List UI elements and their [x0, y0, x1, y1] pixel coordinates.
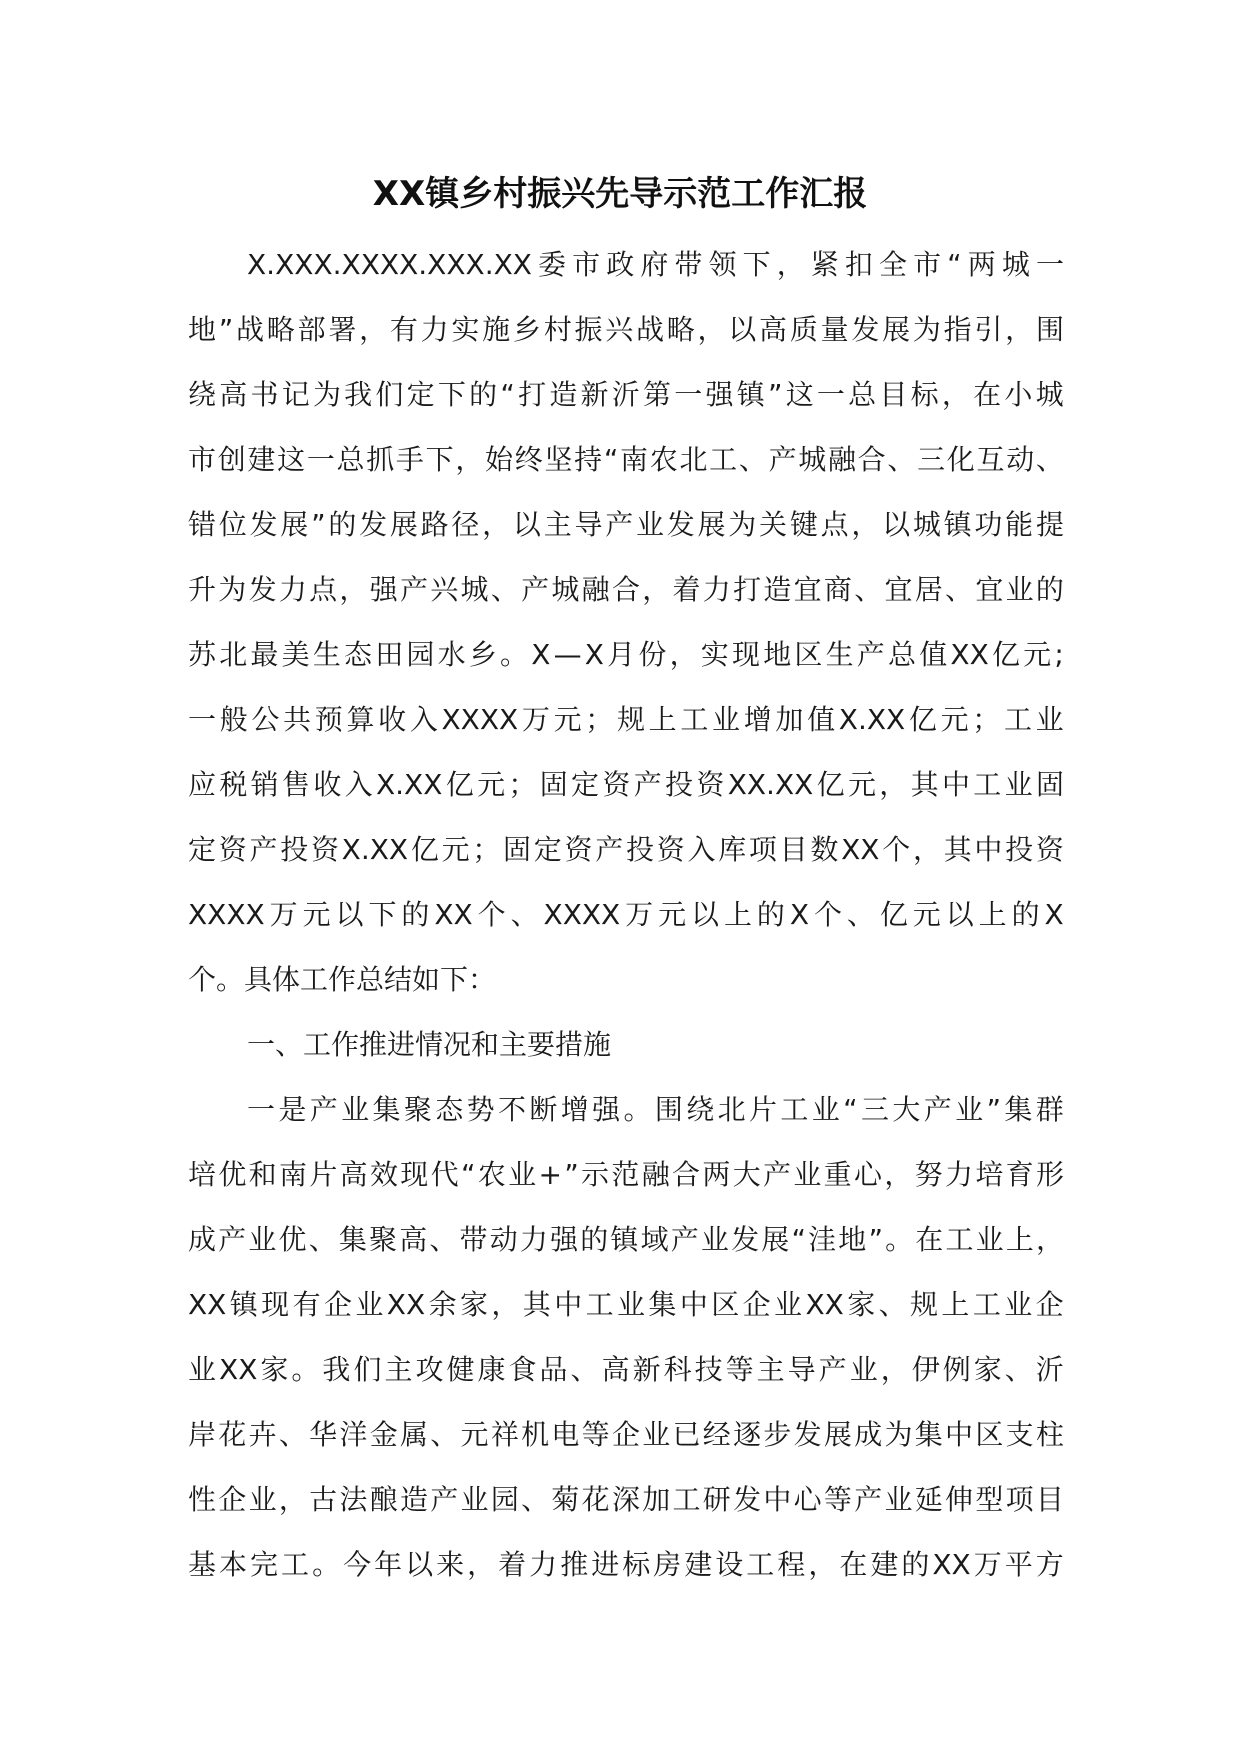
paragraph-line: 地 ” 战 略 部 署 ， 有 力 实 施 乡 村 振 兴 战 略 ， 以 高 质 量 发 展 为 指 引 ， 围 [188, 313, 1064, 346]
paragraph-line: 性 企 业 ， 古 法 酿 造 产 业 园 、 菊 花 深 加 工 研 发 中 心 等 产 业 延 伸 型 项 目 [188, 1483, 1064, 1516]
paragraph-line: 个。具体工作总结如下： [188, 963, 497, 996]
paragraph-line: XXXX 万 元 以 下 的 XX 个 、 XXXX 万 元 以 上 的 X 个 、 亿 元 以 上 的 X [188, 898, 1064, 931]
paragraph-line: 定 资 产 投 资 X.XX 亿 元 ； 固 定 资 产 投 资 入 库 项 目 数 XX 个 ， 其 中 投 资 [188, 833, 1064, 866]
paragraph-line: 升 为 发 力 点 ， 强 产 兴 城 、 产 城 融 合 ， 着 力 打 造 宜 商 、 宜 居 、 宜 业 的 [188, 573, 1064, 606]
document-title: XX镇乡村振兴先导示范工作汇报 [372, 174, 868, 214]
paragraph-line: 基 本 完 工 。 今 年 以 来 ， 着 力 推 进 标 房 建 设 工 程 ， 在 建 的 XX 万 平 方 [188, 1548, 1064, 1581]
paragraph-line: 岸 花 卉 、 华 洋 金 属 、 元 祥 机 电 等 企 业 已 经 逐 步 发 展 成 为 集 中 区 支 柱 [188, 1418, 1064, 1451]
paragraph-line: 培 优 和 南 片 高 效 现 代 “ 农 业 + ” 示 范 融 合 两 大 产 业 重 心 ， 努 力 培 育 形 [188, 1158, 1064, 1191]
paragraph-line: X.XXX.XXXX.XXX.XX 委 市 政 府 带 领 下 ， 紧 扣 全 市 “ 两 城 一 [247, 248, 1064, 281]
paragraph-line: 成 产 业 优 、 集 聚 高 、 带 动 力 强 的 镇 域 产 业 发 展 “ 洼 地 ” 。 在 工 业 上 ， [188, 1223, 1064, 1256]
paragraph-line: 错 位 发 展 ” 的 发 展 路 径 ， 以 主 导 产 业 发 展 为 关 键 点 ， 以 城 镇 功 能 提 [188, 508, 1064, 541]
paragraph-line: 应 税 销 售 收 入 X.XX 亿 元 ； 固 定 资 产 投 资 XX.XX 亿 元 ， 其 中 工 业 固 [188, 768, 1064, 801]
paragraph-line: 业 XX 家 。 我 们 主 攻 健 康 食 品 、 高 新 科 技 等 主 导 产 业 ， 伊 例 家 、 沂 [188, 1353, 1064, 1386]
paragraph-line: 苏 北 最 美 生 态 田 园 水 乡 。 X — X 月 份 ， 实 现 地 区 生 产 总 值 XX 亿 元 ; [188, 638, 1064, 671]
paragraph-line: XX 镇 现 有 企 业 XX 余 家 ， 其 中 工 业 集 中 区 企 业 XX 家 、 规 上 工 业 企 [188, 1288, 1064, 1321]
document-body [188, 232, 1064, 1597]
section-heading: 一、工作推进情况和主要措施 [247, 1028, 612, 1061]
paragraph-line: 一 般 公 共 预 算 收 入 XXXX 万 元 ； 规 上 工 业 增 加 值 X.XX 亿 元 ； 工 业 [188, 703, 1064, 736]
paragraph-line: 绕 高 书 记 为 我 们 定 下 的 “ 打 造 新 沂 第 一 强 镇 ” 这 一 总 目 标 ， 在 小 城 [188, 378, 1064, 411]
paragraph-line: 市 创 建 这 一 总 抓 手 下 ， 始 终 坚 持 “ 南 农 北 工 、 产 城 融 合 、 三 化 互 动 、 [188, 443, 1064, 476]
paragraph-line: 一 是 产 业 集 聚 态 势 不 断 增 强 。 围 绕 北 片 工 业 “ 三 大 产 业 ” 集 群 [247, 1093, 1064, 1126]
